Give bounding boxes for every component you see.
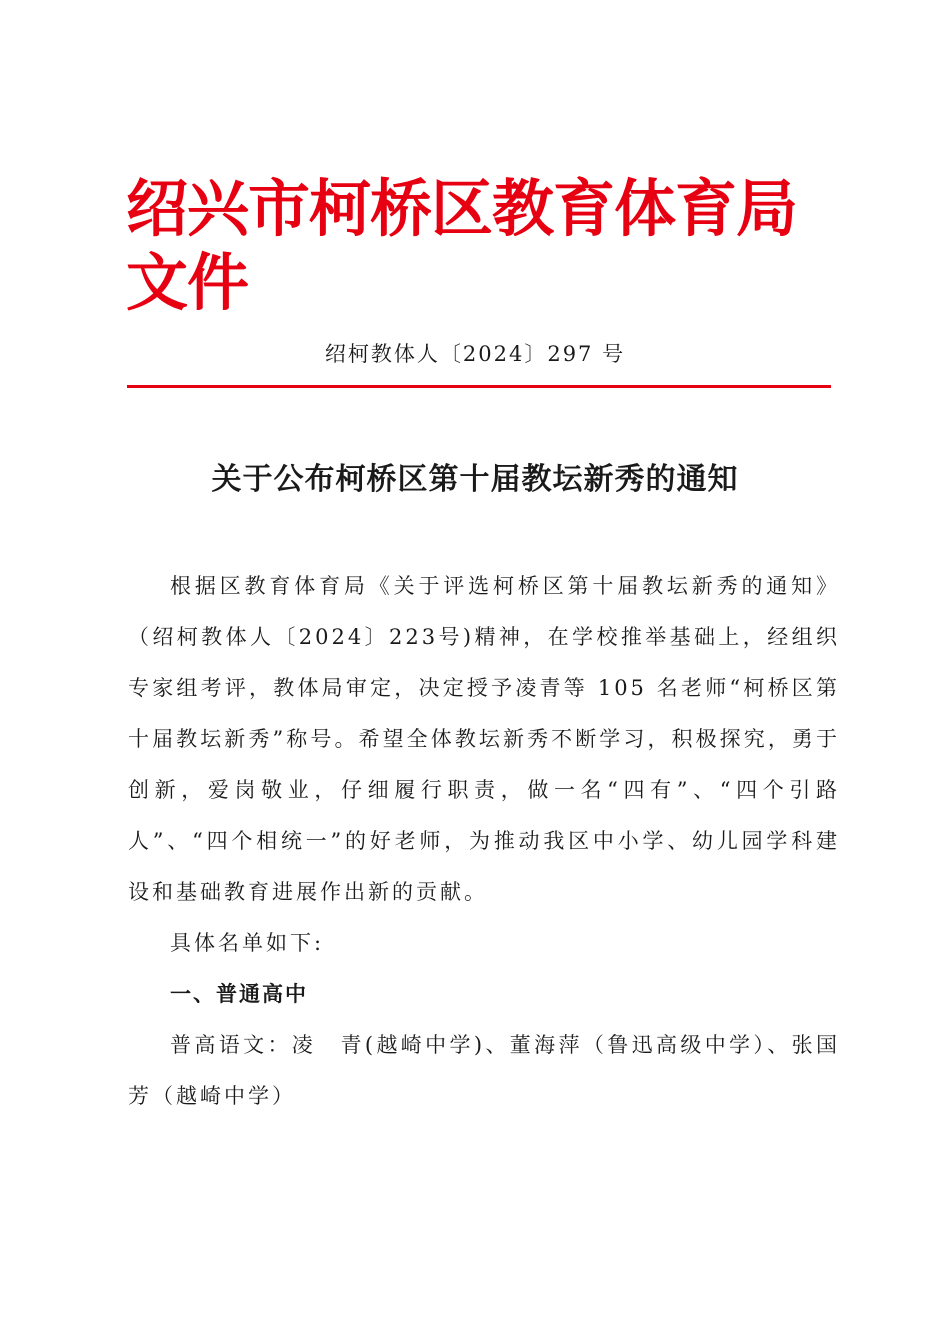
body-paragraph-list-intro: 具体名单如下: <box>170 931 325 955</box>
body-paragraph-intro: 根据区教育体育局《关于评选柯桥区第十届教坛新秀的通知》（绍柯教体人〔2024〕223号)精神，在学校推举基础上，经组织专家组考评，教体局审定，决定授予凌青等 105 名老师“柯桥区第十届教坛新秀”称号。希望全体教坛新秀不断学习，积极探究，勇于创新，爱岗敬业，仔细履行职责，做一名“四有”、“四个引路人”、“四个相统一”的好老师，为推动我区中小学、幼儿园学科建设和基础教育进展作出新的贡献。 <box>128 574 840 904</box>
notice-title: 关于公布柯桥区第十届教坛新秀的通知 <box>211 462 739 497</box>
body-paragraph-chinese-teachers: 普高语文：凌 青(越崎中学)、董海萍（鲁迅高级中学）、张国芳（越崎中学） <box>128 1033 840 1108</box>
section-heading-high-school: 一、普通高中 <box>170 982 308 1006</box>
document-number: 绍柯教体人〔2024〕297 号 <box>324 342 626 366</box>
red-divider-line <box>127 385 831 388</box>
masthead-title: 绍兴市柯桥区教育体育局文件 <box>126 172 798 319</box>
notice-body <box>128 561 840 1122</box>
